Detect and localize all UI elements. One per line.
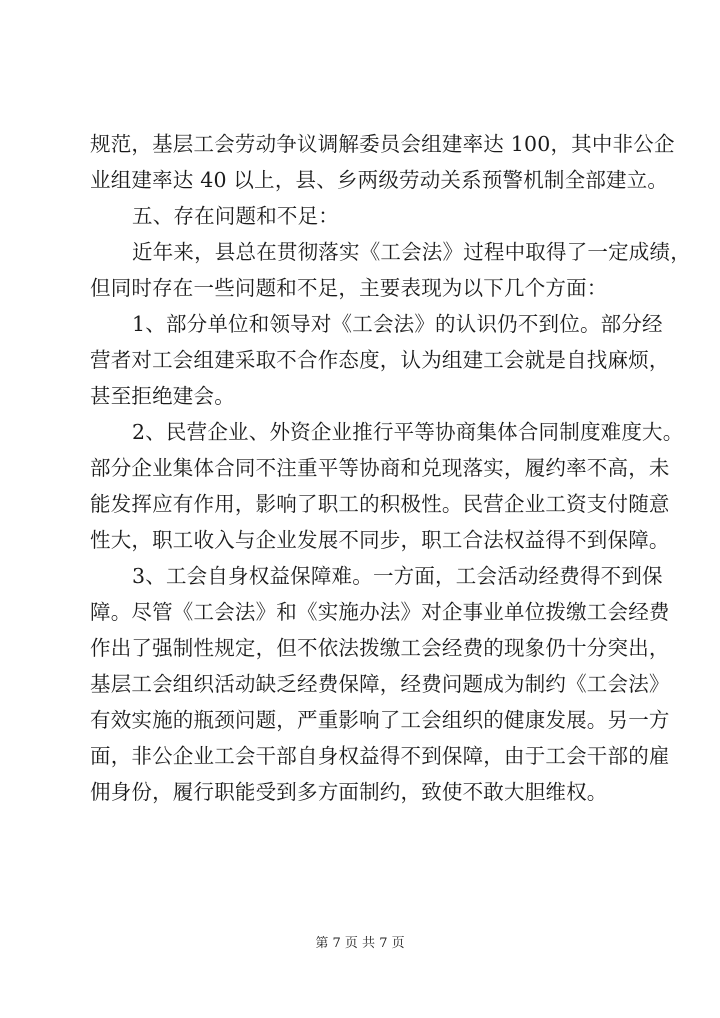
text-line: 面，非公企业工会干部自身权益得不到保障，由于工会干部的雇 bbox=[90, 744, 670, 768]
text-line: 但同时存在一些问题和不足，主要表现为以下几个方面： bbox=[90, 276, 608, 300]
text-line: 有效实施的瓶颈问题，严重影响了工会组织的健康发展。另一方 bbox=[90, 708, 670, 732]
document-body bbox=[90, 126, 691, 810]
text-line: 障。尽管《工会法》和《实施办法》对企事业单位拨缴工会经费 bbox=[90, 600, 670, 624]
text-line: 近年来，县总在贯彻落实《工会法》过程中取得了一定成绩， bbox=[132, 240, 691, 264]
text-line: 基层工会组织活动缺乏经费保障，经费问题成为制约《工会法》 bbox=[90, 672, 670, 696]
page-footer: 第 7 页 共 7 页 bbox=[315, 936, 405, 951]
text-line: 能发挥应有作用，影响了职工的积极性。民营企业工资支付随意 bbox=[90, 492, 670, 516]
text-line: 规范，基层工会劳动争议调解委员会组建率达 100，其中非公企 bbox=[90, 132, 675, 156]
text-line: 佣身份，履行职能受到多方面制约，致使不敢大胆维权。 bbox=[90, 780, 608, 804]
text-line: 营者对工会组建采取不合作态度，认为组建工会就是自找麻烦， bbox=[90, 348, 670, 372]
text-line: 业组建率达 40 以上，县、乡两级劳动关系预警机制全部建立。 bbox=[90, 168, 669, 192]
text-line: 甚至拒绝建会。 bbox=[90, 384, 235, 408]
text-line: 部分企业集体合同不注重平等协商和兑现落实，履约率不高，未 bbox=[90, 456, 670, 480]
text-line: 3、工会自身权益保障难。一方面，工会活动经费得不到保 bbox=[132, 564, 663, 588]
text-line: 2、民营企业、外资企业推行平等协商集体合同制度难度大。 bbox=[132, 420, 684, 444]
text-line: 1、部分单位和领导对《工会法》的认识仍不到位。部分经 bbox=[132, 312, 663, 336]
text-line: 性大，职工收入与企业发展不同步，职工合法权益得不到保障。 bbox=[90, 528, 670, 552]
text-line: 五、存在问题和不足： bbox=[132, 204, 339, 228]
text-line: 作出了强制性规定，但不依法拨缴工会经费的现象仍十分突出， bbox=[90, 636, 670, 660]
